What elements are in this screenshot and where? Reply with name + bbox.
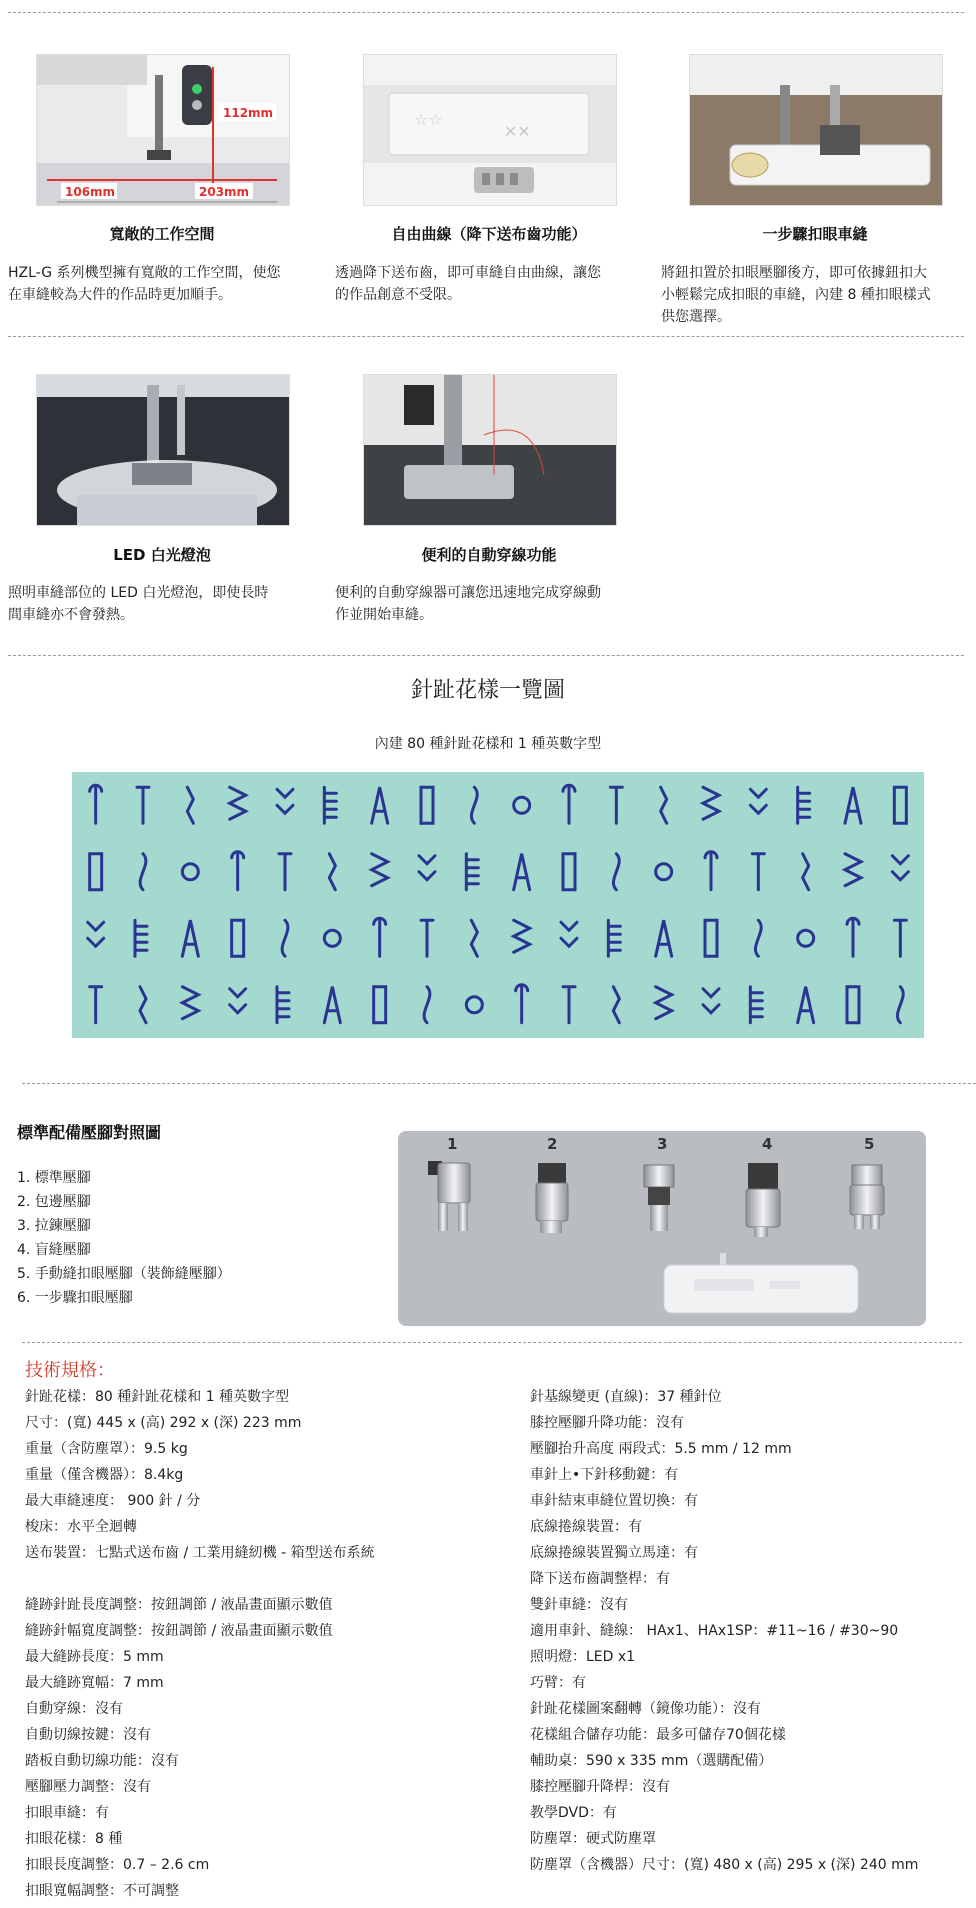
stitch-pattern-glyph: [656, 987, 672, 1019]
stitch-pattern-glyph: [847, 918, 859, 956]
spec-item: 壓腳抬升高度 兩段式：5.5 mm / 12 mm: [530, 1441, 792, 1457]
overcast-foot: [536, 1163, 568, 1233]
stitch-pattern-glyph: [90, 854, 102, 890]
stitch-pattern-glyph: [705, 852, 717, 890]
stitch-pattern-glyph: [279, 854, 291, 890]
stitch-pattern-glyph: [471, 787, 477, 823]
spec-item: 針基線變更 (直線)：37 種針位: [530, 1389, 722, 1405]
spec-item: 車針結束車縫位置切換：有: [530, 1493, 698, 1509]
divider: [22, 1083, 976, 1084]
spec-item: 膝控壓腳升降功能：沒有: [530, 1415, 684, 1431]
list-item: 1. 標準壓腳: [17, 1170, 91, 1186]
stitch-pattern-glyph: [182, 987, 198, 1019]
stitch-pattern-glyph: [563, 785, 575, 823]
spec-item: 照明燈：LED x1: [530, 1649, 636, 1665]
stitch-patterns-image: [72, 772, 924, 1038]
feature-title-free-motion: 自由曲線（降下送布齒功能）: [391, 225, 587, 243]
stitch-pattern-glyph: [514, 797, 530, 813]
spec-item: 最大縫跡長度：5 mm: [25, 1649, 164, 1665]
stitch-pattern-glyph: [324, 930, 340, 946]
stitch-pattern-glyph: [608, 920, 620, 956]
one-step-buttonhole-foot: [664, 1253, 858, 1313]
stitch-pattern-glyph: [894, 787, 906, 823]
stitch-pattern-glyph: [755, 920, 761, 956]
stitch-section-title: 針趾花樣一覽圖: [410, 678, 565, 703]
stitch-pattern-glyph: [329, 854, 335, 890]
stitch-pattern-glyph: [563, 987, 575, 1023]
auto-threader-photo: [363, 374, 617, 526]
stitch-pattern-glyph: [374, 918, 386, 956]
presser-feet-list: [17, 1166, 231, 1310]
stitch-pattern-glyph: [656, 920, 672, 956]
spec-item: 最大縫跡寬幅：7 mm: [25, 1675, 164, 1691]
foot-number-1: 1: [447, 1135, 458, 1153]
spec-item: 雙針車縫：沒有: [530, 1597, 628, 1613]
stitch-pattern-glyph: [514, 854, 530, 890]
stitch-pattern-glyph: [561, 922, 577, 946]
spec-item: 輔助桌：590 x 335 mm（選購配備）: [530, 1753, 773, 1769]
specs-left-list: [25, 1384, 375, 1904]
spec-item: 針趾花樣圖案翻轉（鏡像功能）：沒有: [530, 1701, 761, 1717]
feature-desc-free-motion: 透過降下送布齒，即可車縫自由曲線，讓您 的作品創意不受限。: [335, 265, 601, 303]
spec-item: 扣眼寬幅調整：不可調整: [25, 1883, 179, 1899]
zipper-foot: [644, 1165, 674, 1231]
feature-title-led: LED 白光燈泡: [113, 546, 211, 564]
stitch-pattern-glyph: [897, 987, 903, 1023]
work-space-photo: [36, 54, 290, 206]
height-label: 112mm: [223, 106, 274, 120]
stitch-pattern-glyph: [424, 987, 430, 1023]
feed-dog-image: [364, 55, 616, 205]
spec-item: 重量（僅含機器）：8.4kg: [25, 1467, 184, 1483]
spec-item: 底線捲線裝置：有: [530, 1519, 642, 1535]
stitch-pattern-glyph: [798, 987, 814, 1023]
spec-item: 防塵罩：硬式防塵罩: [530, 1831, 656, 1847]
stitch-pattern-glyph: [894, 920, 906, 956]
foot-number-3: 3: [657, 1135, 668, 1153]
presser-feet-title: 標準配備壓腳對照圖: [17, 1123, 162, 1142]
spec-item: 梭床：水平全迴轉: [25, 1519, 137, 1535]
left-width-label: 106mm: [65, 185, 116, 199]
stitch-pattern-glyph: [847, 987, 859, 1023]
spec-item: 縫跡針幅寬度調整：按鈕調節 / 液晶畫面顯示數值: [25, 1623, 333, 1639]
stitch-pattern-glyph: [705, 920, 717, 956]
satin-stitch-foot: [850, 1165, 884, 1229]
stitch-pattern-glyph: [798, 787, 810, 823]
spec-item: 底線捲線裝置獨立馬達：有: [530, 1545, 698, 1561]
led-light-photo: [36, 374, 290, 526]
list-item: 3. 拉鍊壓腳: [17, 1218, 91, 1234]
stitch-pattern-glyph: [803, 854, 809, 890]
stitch-pattern-glyph: [140, 854, 146, 890]
stitch-pattern-glyph: [277, 987, 289, 1023]
stitch-pattern-glyph: [798, 930, 814, 946]
spec-item: 扣眼車縫：有: [25, 1805, 109, 1821]
stitch-pattern-glyph: [563, 854, 575, 890]
stitch-pattern-glyph: [845, 787, 861, 823]
presser-feet-image: [398, 1131, 926, 1326]
stitch-pattern-glyph: [471, 920, 477, 956]
svg-text:☆☆: ☆☆: [414, 110, 443, 129]
foot-number-2: 2: [547, 1135, 558, 1153]
spec-item: 車針上•下針移動鍵：有: [530, 1467, 679, 1483]
buttonhole-photo: [689, 54, 943, 206]
stitch-pattern-glyph: [613, 987, 619, 1023]
stitch-pattern-glyph: [610, 787, 622, 823]
stitch-pattern-glyph: [137, 787, 149, 823]
spec-item: 自動切線按鍵：沒有: [25, 1727, 151, 1743]
stitch-section-subtitle: 內建 80 種針趾花樣和 1 種英數字型: [374, 736, 602, 752]
list-item: 2. 包邊壓腳: [17, 1194, 91, 1210]
specs-heading: 技術規格：: [25, 1360, 115, 1381]
right-width-label: 203mm: [199, 185, 250, 199]
spec-item: 送布裝置：七點式送布齒 / 工業用縫紉機 - 箱型送布系統: [25, 1545, 375, 1561]
spec-item: 踏板自動切線功能：沒有: [25, 1753, 179, 1769]
led-light-image: [37, 375, 289, 525]
spec-item: 降下送布齒調整桿：有: [530, 1571, 670, 1587]
stitch-pattern-glyph: [421, 787, 433, 823]
spec-item: 教學DVD：有: [530, 1805, 617, 1821]
stitch-pattern-glyph: [230, 989, 246, 1013]
stitch-pattern-glyph: [372, 854, 388, 886]
stitch-pattern-glyph: [514, 920, 530, 952]
stitch-pattern-glyph: [324, 787, 336, 823]
stitch-pattern-glyph: [703, 989, 719, 1013]
specs-right-list: [530, 1384, 918, 1878]
spec-item: 防塵罩（含機器）尺寸：(寬) 480 x (高) 295 x (深) 240 mm: [530, 1857, 919, 1873]
feature-title-auto-threader: 便利的自動穿線功能: [421, 546, 557, 564]
stitch-pattern-glyph: [187, 787, 193, 823]
stitch-pattern-glyph: [703, 787, 719, 819]
divider: [8, 12, 964, 13]
stitch-pattern-glyph: [88, 922, 104, 946]
stitch-pattern-glyph: [466, 854, 478, 890]
stitch-pattern-glyph: [135, 920, 147, 956]
feature-desc-workspace: HZL-G 系列機型擁有寬敞的工作空間，使您 在車縫較為大件的作品時更加順手。: [8, 265, 281, 303]
spec-item: 尺寸：(寬) 445 x (高) 292 x (深) 223 mm: [25, 1415, 302, 1431]
spec-item: 膝控壓腳升降桿：沒有: [530, 1779, 670, 1795]
stitch-pattern-glyph: [232, 852, 244, 890]
feature-title-buttonhole: 一步驟扣眼車縫: [762, 225, 868, 243]
divider: [8, 336, 964, 337]
spec-item: 扣眼花樣：8 種: [25, 1831, 123, 1847]
feature-desc-buttonhole: 將鈕扣置於扣眼壓腳後方，即可依據鈕扣大 小輕鬆完成扣眼的車縫，內建 8 種扣眼樣式 供您選擇。: [661, 265, 931, 325]
stitch-pattern-glyph: [750, 987, 762, 1023]
auto-threader-image: [364, 375, 616, 525]
divider: [22, 1342, 962, 1343]
stitch-pattern-glyph: [750, 789, 766, 813]
presser-feet-panel: [398, 1131, 926, 1326]
feature-desc-led: 照明車縫部位的 LED 白光燈泡，即使長時 間車縫亦不會發熱。: [8, 585, 269, 623]
spec-item: 適用車針、縫線： HAx1、HAx1SP：#11~16 / #30~90: [530, 1623, 899, 1639]
free-motion-photo: [363, 54, 617, 206]
stitch-pattern-glyph: [613, 854, 619, 890]
stitch-pattern-glyph: [90, 785, 102, 823]
stitch-pattern-glyph: [372, 787, 388, 823]
blind-hem-foot: [746, 1163, 780, 1237]
stitch-pattern-glyph: [277, 789, 293, 813]
stitch-pattern-glyph: [374, 987, 386, 1023]
stitch-pattern-glyph: [324, 987, 340, 1023]
stitch-pattern-glyph: [845, 854, 861, 886]
stitch-pattern-glyph: [90, 987, 102, 1023]
spec-item: 自動穿線：沒有: [25, 1701, 123, 1717]
stitch-pattern-glyph: [892, 856, 908, 880]
stitch-pattern-glyph: [421, 920, 433, 956]
spec-item: 花樣組合儲存功能：最多可儲存70個花樣: [530, 1727, 786, 1743]
stitch-pattern-glyph: [661, 787, 667, 823]
spec-item: 壓腳壓力調整：沒有: [25, 1779, 151, 1795]
stitch-pattern-glyph: [230, 787, 246, 819]
stitch-pattern-glyph: [656, 864, 672, 880]
spec-item: 縫跡針趾長度調整：按鈕調節 / 液晶畫面顯示數值: [25, 1597, 333, 1613]
list-item: 6. 一步驟扣眼壓腳: [17, 1290, 133, 1306]
stitch-pattern-glyph: [466, 997, 482, 1013]
divider: [8, 655, 964, 656]
foot-number-5: 5: [864, 1135, 875, 1153]
feature-desc-auto-threader: 便利的自動穿線器可讓您迅速地完成穿線動 作並開始車縫。: [335, 585, 601, 623]
sewing-machine-workspace-image: [37, 55, 289, 205]
spec-item: 針趾花樣：80 種針趾花樣和 1 種英數字型: [25, 1389, 290, 1405]
stitch-chart: [72, 772, 924, 1038]
stitch-pattern-glyph: [232, 920, 244, 956]
spec-item: 重量（含防塵罩）：9.5 kg: [25, 1441, 188, 1457]
spec-item: 巧臂：有: [530, 1675, 586, 1691]
spec-item: [25, 1566, 375, 1592]
spec-item: 扣眼長度調整：0.7 – 2.6 cm: [25, 1857, 210, 1873]
stitch-pattern-glyph: [282, 920, 288, 956]
stitch-pattern-glyph: [516, 985, 528, 1023]
stitch-pattern-glyph: [182, 920, 198, 956]
spec-item: 最大車縫速度： 900 針 / 分: [25, 1493, 201, 1509]
list-item: 5. 手動縫扣眼壓腳（裝飾縫壓腳）: [17, 1266, 231, 1282]
stitch-pattern-glyph: [140, 987, 146, 1023]
stitch-pattern-glyph: [419, 856, 435, 880]
stitch-pattern-glyph: [182, 864, 198, 880]
feature-title-workspace: 寬敞的工作空間: [109, 225, 215, 243]
list-item: 4. 盲縫壓腳: [17, 1242, 91, 1258]
buttonhole-foot-image: [690, 55, 942, 205]
stitch-pattern-glyph: [752, 854, 764, 890]
standard-foot: [428, 1161, 470, 1231]
foot-number-4: 4: [762, 1135, 773, 1153]
svg-text:✕✕: ✕✕: [504, 122, 531, 141]
